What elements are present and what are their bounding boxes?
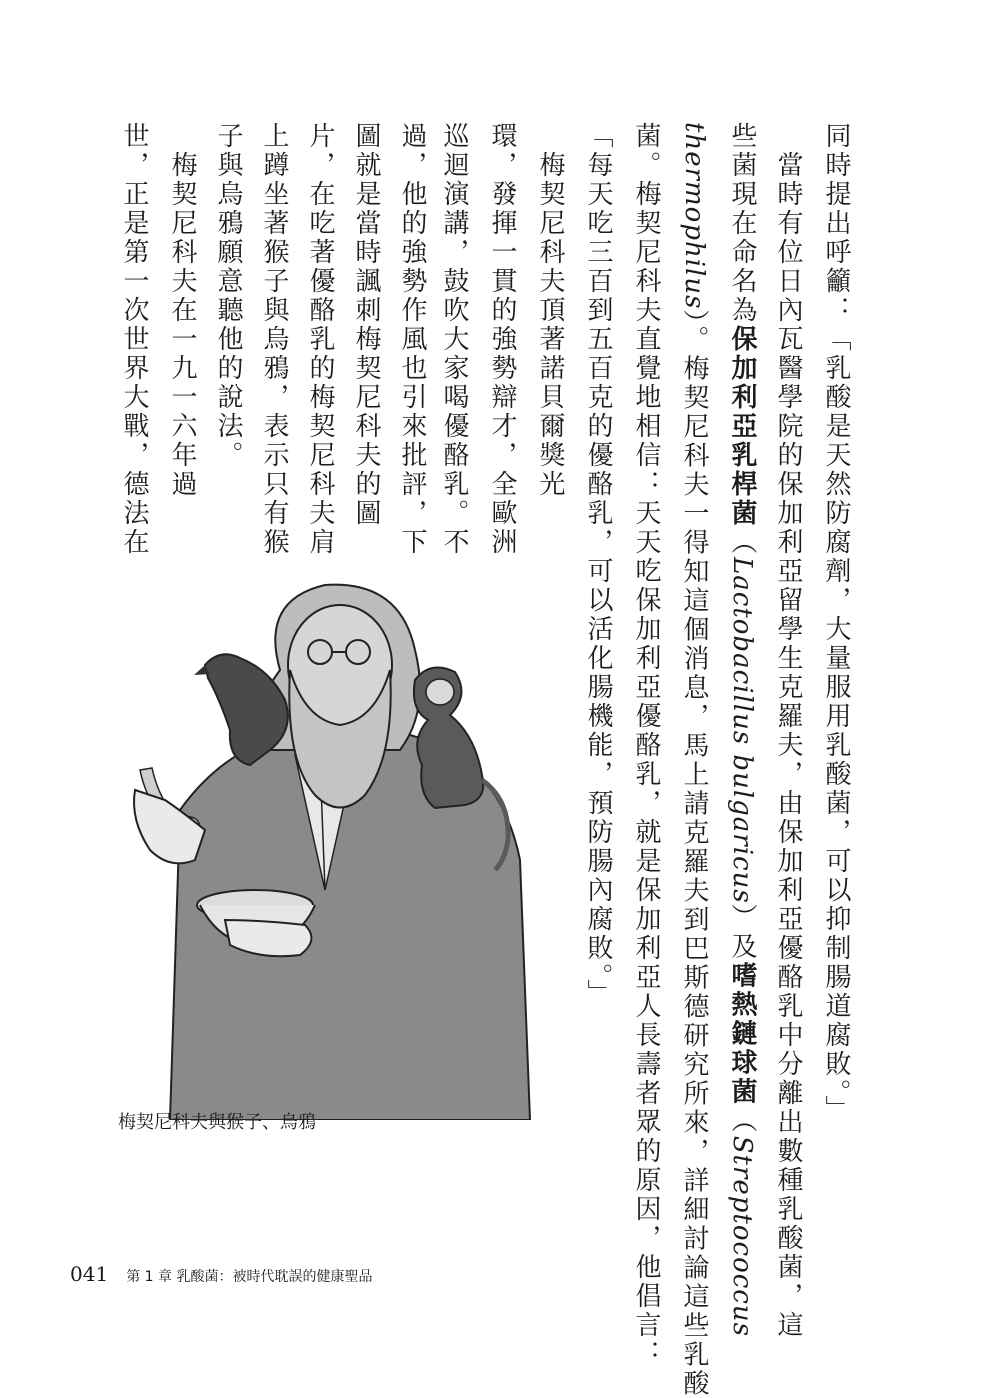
latin-name-thermophilus: thermophilus [679,122,709,310]
text-column-12: 片，在吃著優酪乳的梅契尼科夫肩 [305,122,335,557]
chapter-title: 第 1 章 乳酸菌：被時代耽誤的健康聖品 [126,1269,373,1285]
text-column-14: 子與烏鴉願意聽他的說法。 [213,122,243,470]
text-segment: （ [727,1106,757,1136]
text-column-2: 當時有位日內瓦醫學院的保加利亞留學生克羅夫，由保加利亞優酪乳中分離出數種乳酸菌，這 [773,122,803,1340]
text-column-16: 世，正是第一次世界大戰，德法在 [119,122,149,557]
text-column-4 [670,122,718,1398]
text-segment: （ [727,528,757,557]
bold-term-streptococcus: 嗜熱鏈球菌 [727,961,757,1107]
text-column-3 [718,122,766,1337]
text-column-9: 巡迴演講，鼓吹大家喝優酪乳。不 [439,122,469,557]
text-column-6: 「每天吃三百到五百克的優酪乳，可以活化腸機能，預防腸內腐敗。」 [583,122,613,1008]
text-column-13: 上蹲坐著猴子與烏鴉，表示只有猴 [259,122,289,557]
bold-term-lactobacillus: 保加利亞乳桿菌 [727,325,757,528]
text-column-10: 過，他的強勢作風也引來批評，下 [397,122,427,557]
latin-name-streptococcus: Streptococcus [727,1135,757,1337]
text-column-5: 菌。梅契尼科夫直覺地相信：天天吃保加利亞優酪乳，就是保加利亞人長壽者眾的原因，他倡言： [631,122,661,1369]
latin-name-lactobacillus: Lactobacillus bulgaricus [727,557,757,904]
page-number: 041 [70,1262,109,1286]
figure-caption: 梅契尼科夫與猴子、烏鴉 [118,1112,316,1133]
text-segment: ）。梅契尼科夫一得知這個消息，馬上請克羅夫到巴斯德研究所來，詳細討論這些乳酸 [679,309,709,1398]
text-column-7: 梅契尼科夫頂著諾貝爾獎光 [535,122,565,499]
text-column-15: 梅契尼科夫在一九一六年過 [167,122,197,499]
metchnikoff-illustration [110,560,540,1120]
text-segment: 些菌現在命名為 [727,122,757,325]
text-segment: ）及 [727,903,757,962]
text-column-11: 圖就是當時諷刺梅契尼科夫的圖 [351,122,381,528]
text-column-8: 環，發揮一貫的強勢辯才，全歐洲 [487,122,517,557]
text-column-1: 同時提出呼籲：「乳酸是天然防腐劑，大量服用乳酸菌，可以抑制腸道腐敗。」 [821,122,851,1124]
page-footer [70,1262,372,1290]
